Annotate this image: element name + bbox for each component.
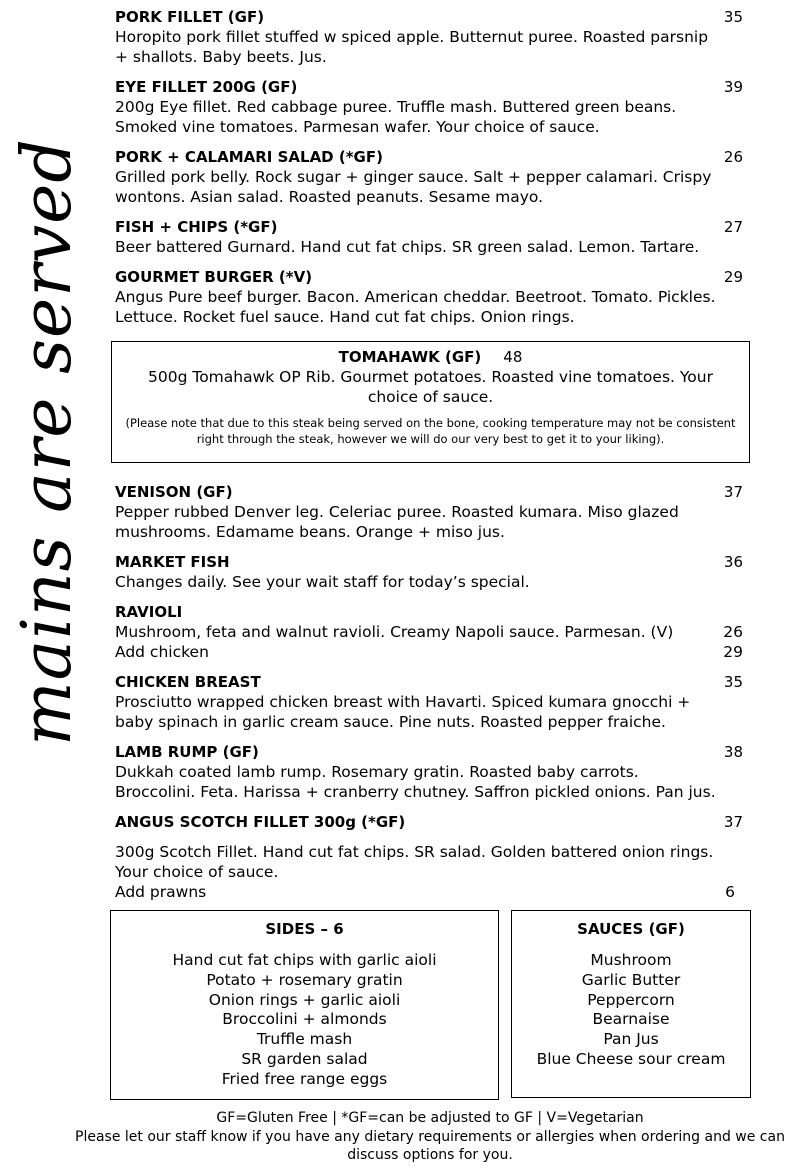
sauce-item: Blue Cheese sour cream [536, 1049, 726, 1068]
item-desc: Grilled pork belly. Rock sugar + ginger sauce. Salt + pepper calamari. Crispy wontons. Asian salad. Roasted peanuts. Sesame mayo. [115, 168, 712, 206]
item-price: 26 [723, 623, 743, 641]
add-on-price: 29 [723, 643, 743, 661]
item-desc: 200g Eye fillet. Red cabbage puree. Truffle mash. Buttered green beans. Smoked vine tomatoes. Parmesan wafer. Your choice of sauce. [115, 98, 677, 136]
item-price: 39 [723, 78, 743, 96]
item-price: 37 [723, 483, 743, 501]
menu-item-ravioli [115, 602, 743, 662]
menu-item [115, 7, 743, 67]
item-price: 37 [723, 813, 743, 831]
item-name: GOURMET BURGER (*V) [115, 268, 313, 286]
item-price: 38 [723, 743, 743, 761]
item-name: ANGUS SCOTCH FILLET 300g (*GF) [115, 813, 406, 831]
diet-legend: GF=Gluten Free | *GF=can be adjusted to GF | V=Vegetarian [216, 1110, 644, 1126]
item-name: LAMB RUMP (GF) [115, 743, 259, 761]
menu-item [115, 742, 743, 802]
item-price: 35 [723, 673, 743, 691]
scotch-add-row [115, 882, 743, 902]
sauce-item: Bearnaise [592, 1010, 670, 1029]
item-desc: Pepper rubbed Denver leg. Celeriac puree. Roasted kumara. Miso glazed mushrooms. Edamame beans. Orange + miso jus. [115, 503, 679, 541]
item-price: 29 [723, 268, 743, 286]
menu-item-scotch [115, 812, 743, 902]
tomahawk-box [111, 341, 750, 463]
item-price: 27 [723, 218, 743, 236]
side-item: SR garden salad [241, 1049, 368, 1068]
side-item: Truffle mash [256, 1030, 353, 1049]
side-item: Broccolini + almonds [222, 1010, 387, 1029]
side-item: Fried free range eggs [221, 1069, 388, 1088]
sauce-item: Garlic Butter [581, 970, 681, 989]
tomahawk-price: 48 [503, 348, 523, 366]
sauces-title: SAUCES (GF) [577, 920, 685, 938]
side-item: Hand cut fat chips with garlic aioli [172, 951, 437, 969]
menu-item [115, 552, 743, 592]
menu-list-top [115, 7, 743, 337]
item-name: VENISON (GF) [115, 483, 233, 501]
item-desc: Horopito pork fillet stuffed w spiced apple. Butternut puree. Roasted parsnip + shallots. Baby beets. Jus. [115, 28, 709, 66]
footer [60, 1109, 800, 1165]
sauce-item: Mushroom [590, 951, 672, 969]
side-item: Potato + rosemary gratin [206, 970, 403, 989]
sauce-item: Pan Jus [603, 1030, 659, 1049]
item-desc: Prosciutto wrapped chicken breast with Havarti. Spiced kumara gnocchi + baby spinach in garlic cream sauce. Pine nuts. Roasted pepper fraiche. [115, 693, 691, 731]
item-desc: Angus Pure beef burger. Bacon. American cheddar. Beetroot. Tomato. Pickles. Lettuce. Rocket fuel sauce. Hand cut fat chips. Onion rings. [115, 288, 716, 326]
add-on-price: 6 [725, 883, 735, 901]
menu-item [115, 77, 743, 137]
tomahawk-desc: 500g Tomahawk OP Rib. Gourmet potatoes. Roasted vine tomatoes. Your choice of sauce. [148, 368, 713, 406]
item-name: MARKET FISH [115, 553, 230, 571]
item-desc: Changes daily. See your wait staff for today’s special. [115, 573, 530, 591]
ravioli-row [115, 622, 743, 642]
menu-item [115, 482, 743, 542]
sides-box [110, 910, 499, 1100]
item-desc: 300g Scotch Fillet. Hand cut fat chips. SR salad. Golden battered onion rings. Your choice of sauce. [115, 843, 714, 881]
sauces-box [511, 910, 751, 1098]
menu-item [115, 672, 743, 732]
tomahawk-note: (Please note that due to this steak being served on the bone, cooking temperature may not be consistent right through the steak, however we will do our very best to get it to your liking). [125, 416, 736, 446]
add-on-label: Add prawns [115, 883, 207, 901]
item-desc: Dukkah coated lamb rump. Rosemary gratin. Roasted baby carrots. Broccolini. Feta. Harissa + cranberry chutney. Saffron pickled onions. Pan jus. [115, 763, 716, 801]
item-name: EYE FILLET 200G (GF) [115, 78, 298, 96]
tomahawk-name: TOMAHAWK (GF) [338, 348, 482, 366]
menu-item [115, 147, 743, 207]
item-price: 26 [723, 148, 743, 166]
item-price: 36 [723, 553, 743, 571]
side-item: Onion rings + garlic aioli [208, 990, 401, 1009]
tomahawk-title [122, 348, 739, 367]
item-desc: Mushroom, feta and walnut ravioli. Creamy Napoli sauce. Parmesan. (V) [115, 623, 674, 641]
ravioli-add-row [115, 642, 743, 662]
sides-title: SIDES – 6 [265, 920, 344, 938]
add-on-label: Add chicken [115, 643, 209, 661]
item-price: 35 [723, 8, 743, 26]
menu-item [115, 267, 743, 327]
sauce-item: Peppercorn [587, 990, 675, 1009]
item-name: PORK + CALAMARI SALAD (*GF) [115, 148, 383, 166]
item-name: PORK FILLET (GF) [115, 8, 265, 26]
vertical-title-text: mains are served [8, 138, 87, 746]
vertical-title [8, 138, 88, 746]
menu-list-bottom [115, 482, 743, 912]
item-name: CHICKEN BREAST [115, 673, 261, 691]
item-name: RAVIOLI [115, 603, 183, 621]
allergy-note: Please let our staff know if you have any dietary requirements or allergies when ordering and we can discuss options for you. [75, 1128, 785, 1163]
item-desc: Beer battered Gurnard. Hand cut fat chips. SR green salad. Lemon. Tartare. [115, 238, 700, 256]
menu-item [115, 217, 743, 257]
item-name: FISH + CHIPS (*GF) [115, 218, 278, 236]
